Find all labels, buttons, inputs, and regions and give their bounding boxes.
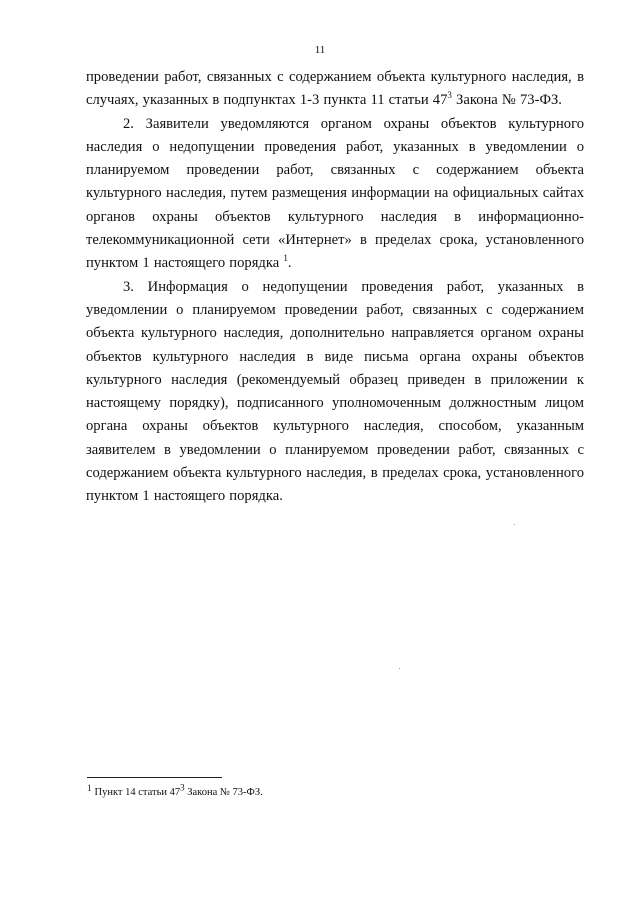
superscript: 3: [447, 90, 452, 101]
paragraph-item-2: 2. Заявители уведомляются органом охраны объектов культурного наследия о недопущении проведения работ, указанных в уведомлении о планируемом проведении работ, связанных с содержанием объекта культурного наследия, путем размещения информации на официальных сайтах органов охраны объектов культурного наследия в информационно-телекоммуникационной сети «Интернет» в пределах срока, установленного пунктом 1 настоящего порядка $^1$.: [86, 115, 584, 272]
page-number: 11: [314, 44, 326, 56]
paragraph-continuation: проведении работ, связанных с содержанием объекта культурного наследия, в случаях, указанных в подпунктах 1-3 пункта 11 статьи $47^3$ Закона № 73-ФЗ.: [86, 69, 584, 109]
footnote-separator: [87, 777, 222, 778]
scan-speck: [399, 668, 400, 669]
superscript: 3: [180, 782, 185, 793]
document-body: [86, 66, 584, 509]
footnote-mark: 1: [87, 782, 92, 793]
scan-speck: [514, 524, 515, 525]
paragraph-item-3: 3. Информация о недопущении проведения работ, указанных в уведомлении о планируемом проведении работ, связанных с содержанием объекта культурного наследия, дополнительно направляется органом охраны объектов культурного наследия в виде письма органа охраны объектов культурного наследия (рекомендуемый образец приведен в приложении к настоящему порядку), подписанного уполномоченным должностным лицом органа охраны объектов культурного наследия, способом, указанным заявителем в уведомлении о планируемом проведении работ, связанных с содержанием объекта культурного наследия, в пределах срока, установленного пунктом 1 настоящего порядка.: [86, 278, 584, 505]
footnote: 1 Пункт 14 статьи $47^3$ Закона № 73-ФЗ.: [87, 782, 263, 798]
footnote-reference[interactable]: 1: [283, 253, 288, 264]
